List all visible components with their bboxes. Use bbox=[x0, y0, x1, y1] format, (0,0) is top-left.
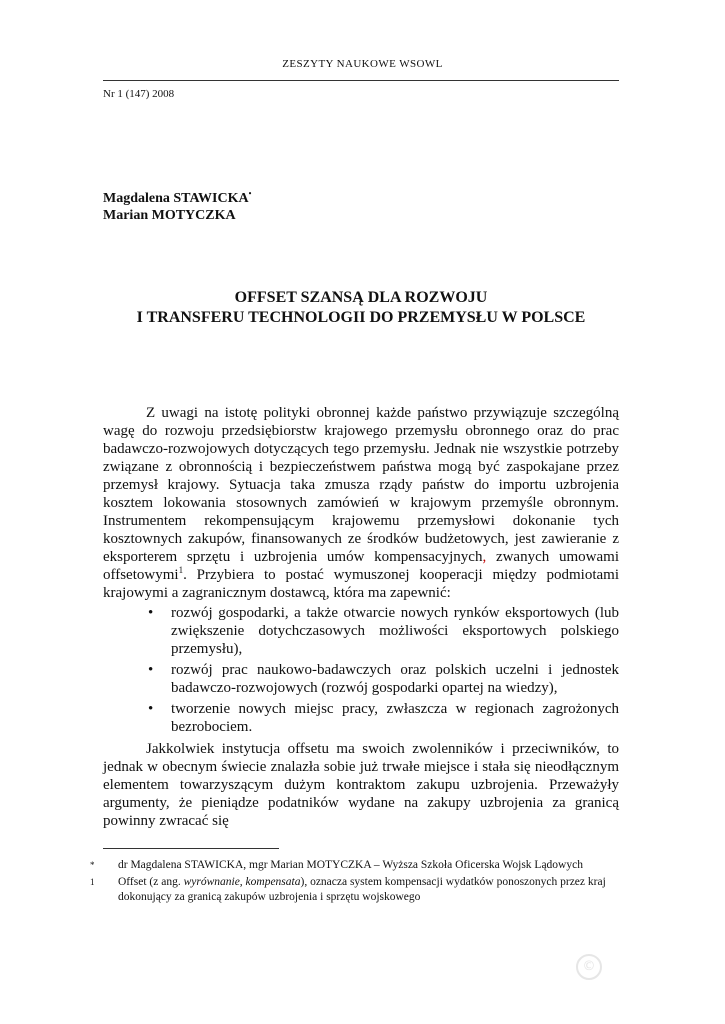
footnote-2 bbox=[90, 875, 622, 905]
paragraph-1 bbox=[103, 404, 619, 602]
author-2 bbox=[103, 207, 251, 224]
author-1-first-name: Magdalena bbox=[103, 191, 170, 206]
body-text bbox=[103, 404, 619, 830]
footnote-1-text: dr Magdalena STAWICKA, mgr Marian MOTYCZKA – Wyższa Szkoła Oficerska Wojsk Lądowych bbox=[118, 859, 583, 871]
highlighted-comma: , bbox=[482, 549, 487, 565]
title-line-1: OFFSET SZANSĄ DLA ROZWOJU bbox=[234, 289, 488, 306]
issue-number: Nr 1 (147) 2008 bbox=[103, 88, 175, 100]
copyright-watermark-icon: © bbox=[576, 954, 602, 980]
footnote-2-rest: ), oznacza system kompensacji wydatków ponoszonych przez kraj dokonujący za granicą zakupów uzbrojenia i sprzętu wojskowego bbox=[118, 876, 606, 903]
author-2-first-name: Marian bbox=[103, 208, 149, 223]
list-item-text: rozwój gospodarki, a także otwarcie nowych rynków eksportowych (lub zwiększenie dotychczasowych możliwości eksportowych polskiego przemysłu), bbox=[171, 605, 619, 657]
paragraph-1-mid: zwanych umowami offsetowymi bbox=[103, 549, 619, 583]
bullet-icon: • bbox=[148, 701, 154, 717]
paragraph-1-text: Z uwagi na istotę polityki obronnej każde państwo przywiązuje szczególną wagę do rozwoju przedsiębiorstw krajowego przemysłu obronnego oraz do prac badawczo-rozwojowych dotyczących tego przemysłu. Jednak nie wszystkie potrzeby związane z obronnością i bezpieczeństwem państwa mogą być zaspokajane przez przemysł krajowy. Sytuacja taka zmusza rządy państw do importu uzbrojenia kosztem lokowania stosownych zamówień w krajowym przemyśle obronnym. Instrumentem rekompensującym krajowemu przemysłowi dokonanie tych kosztownych zakupów, finansowanych ze środków budżetowych, jest zawieranie z eksporterem sprzętu i uzbrojenia umów kompensacyjnych bbox=[103, 405, 619, 565]
author-1-last-name: STAWICKA bbox=[173, 191, 249, 206]
author-1 bbox=[103, 190, 251, 207]
title-line-2: I TRANSFERU TECHNOLOGII DO PRZEMYSŁU W POLSCE bbox=[136, 309, 586, 326]
list-item-text: tworzenie nowych miejsc pracy, zwłaszcza w regionach zagrożonych bezrobociem. bbox=[171, 701, 619, 735]
list-item bbox=[146, 604, 619, 658]
paragraph-2: Jakkolwiek instytucja offsetu ma swoich zwolenników i przeciwników, to jednak w obecnym świecie znalazła sobie już trwałe miejsce i stała się nieodłącznym elementem towarzyszącym dużym kontraktom zakupu uzbrojenia. Przeważyły argumenty, że pieniądze podatników wydane na zakupy uzbrojenia za granicą powinny zwracać się bbox=[103, 741, 619, 829]
footnote-2-italic: wyrównanie, kompensata bbox=[183, 876, 301, 888]
footnote-2-term: Offset bbox=[118, 876, 150, 888]
paper-title bbox=[103, 288, 619, 328]
footnote-1-mark: * bbox=[90, 860, 95, 870]
author-block bbox=[103, 190, 251, 224]
paragraph-1-end: . Przybiera to postać wymuszonej kooperacji między podmiotami krajowymi a zagranicznym dostawcą, która ma zapewnić: bbox=[103, 567, 619, 601]
footnote-2-mark: 1 bbox=[90, 877, 95, 887]
footnote-1 bbox=[90, 858, 622, 873]
journal-header: ZESZYTY NAUKOWE WSOWL bbox=[282, 58, 443, 70]
list-item bbox=[146, 700, 619, 736]
footnote-2-text bbox=[118, 875, 622, 905]
footnote-2-lang: (z ang. bbox=[149, 876, 184, 888]
author-2-last-name: MOTYCZKA bbox=[151, 208, 236, 223]
bullet-list bbox=[103, 604, 619, 736]
header-divider bbox=[103, 80, 619, 81]
bullet-icon: • bbox=[148, 605, 154, 621]
footnote-ref-1[interactable]: 1 bbox=[178, 565, 184, 575]
footnote-divider bbox=[103, 848, 279, 849]
list-item bbox=[146, 661, 619, 697]
list-item-text: rozwój prac naukowo-badawczych oraz polskich uczelni i jednostek badawczo-rozwojowych (rozwój gospodarki opartej na wiedzy), bbox=[171, 662, 619, 696]
author-footnote-mark: • bbox=[248, 189, 252, 198]
bullet-icon: • bbox=[148, 662, 154, 678]
